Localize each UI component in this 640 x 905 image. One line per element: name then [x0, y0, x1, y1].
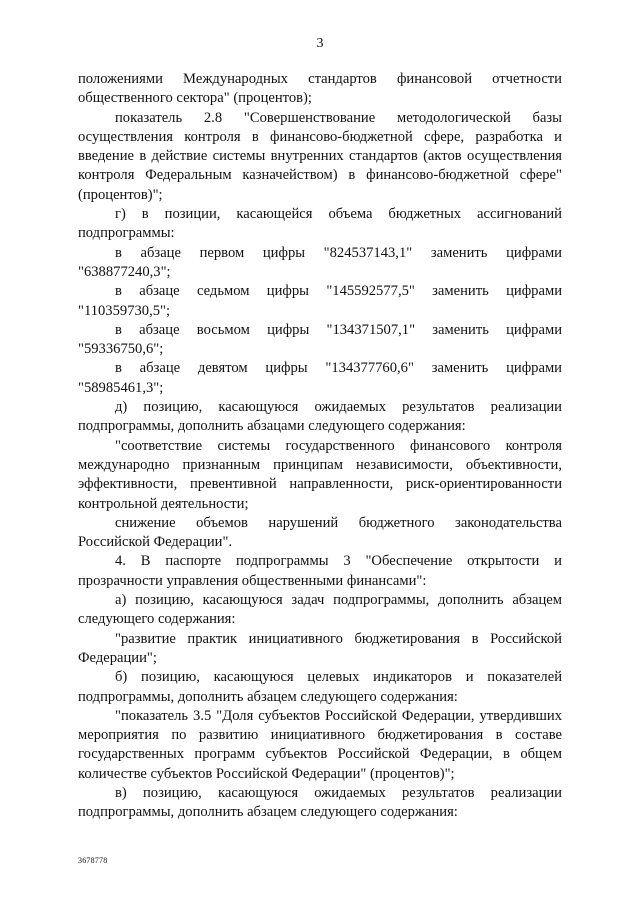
paragraph: "развитие практик инициативного бюджетирования в Российской Федерации";: [78, 630, 562, 666]
document-code: 3678778: [78, 856, 108, 865]
paragraph: б) позицию, касающуюся целевых индикаторов и показателей подпрограммы, дополнить абзацем следующего содержания:: [78, 669, 562, 705]
page-number: 3: [316, 36, 324, 51]
document-body: [78, 70, 562, 823]
paragraph: "показатель 3.5 "Доля субъектов Российской Федерации, утвердивших мероприятия по развитию инициативного бюджетирования в составе государственных программ субъектов Российской Федерации, в общем количестве субъектов Российской Федерации" (процентов)";: [78, 707, 562, 782]
paragraph: в абзаце девятом цифры "134377760,6" заменить цифрами "58985461,3";: [78, 360, 562, 396]
paragraph: в) позицию, касающуюся ожидаемых результатов реализации подпрограммы, дополнить абзацем следующего содержания:: [78, 784, 562, 821]
paragraph: д) позицию, касающуюся ожидаемых результатов реализации подпрограммы, дополнить абзацами следующего содержания:: [78, 399, 562, 435]
paragraph: г) в позиции, касающейся объема бюджетных ассигнований подпрограммы:: [78, 206, 562, 242]
paragraph: в абзаце седьмом цифры "145592577,5" заменить цифрами "110359730,5";: [78, 283, 562, 319]
paragraph: в абзаце восьмом цифры "134371507,1" заменить цифрами "59336750,6";: [78, 321, 562, 358]
paragraph: снижение объемов нарушений бюджетного законодательства Российской Федерации".: [78, 514, 562, 551]
paragraph: 4. В паспорте подпрограммы 3 "Обеспечение открытости и прозрачности управления общественными финансами":: [78, 553, 562, 589]
paragraph: показатель 2.8 "Совершенствование методологической базы осуществления контроля в финансово-бюджетной сфере, разработка и введение в действие системы внутренних стандартов (актов осуществления контроля Федеральным казначейством) в финансово-бюджетной сфере" (процентов)";: [78, 109, 562, 203]
paragraph: положениями Международных стандартов финансовой отчетности общественного сектора" (процентов);: [78, 71, 562, 107]
paragraph: а) позицию, касающуюся задач подпрограммы, дополнить абзацем следующего содержания:: [78, 592, 562, 628]
paragraph: "соответствие системы государственного финансового контроля международно признанным принципам независимости, объективности, эффективности, превентивной направленности, риск-ориентированности контрольной деятельности;: [78, 437, 562, 512]
paragraph: в абзаце первом цифры "824537143,1" заменить цифрами "638877240,3";: [78, 244, 562, 280]
